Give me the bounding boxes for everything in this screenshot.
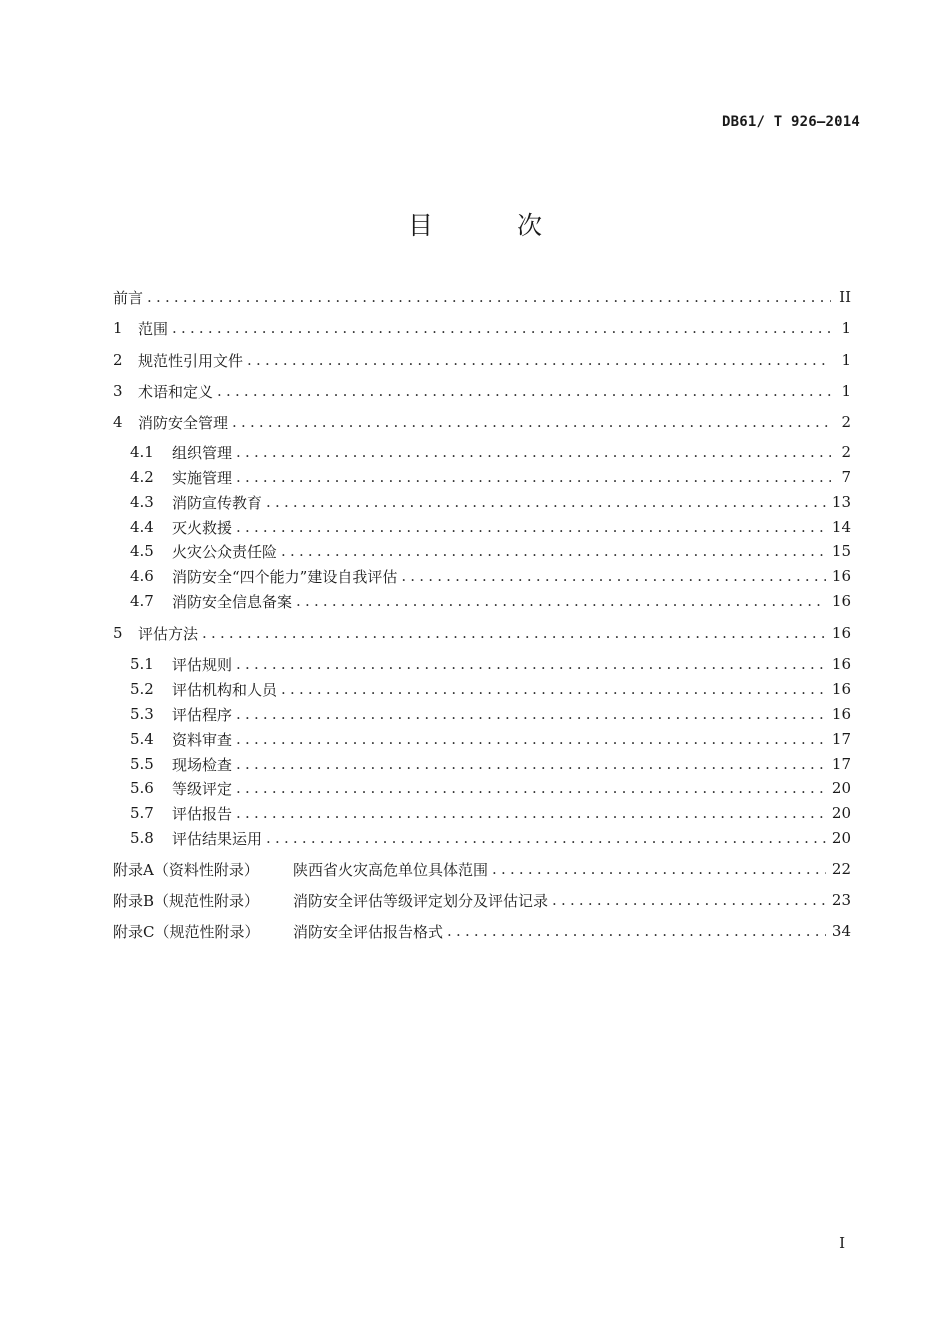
toc-leader-dots (492, 858, 826, 880)
toc-entry-number: 5.1 (130, 655, 154, 673)
toc-entry-4-5[interactable] (130, 540, 851, 562)
toc-entry-number: 4.1 (130, 443, 154, 461)
toc-leader-dots (296, 590, 826, 612)
toc-entry-number: 5.4 (130, 730, 154, 748)
toc-entry-page: 20 (831, 804, 851, 822)
toc-entry-number: 4.4 (130, 518, 154, 536)
toc-leader-dots (217, 380, 831, 402)
toc-leader-dots (236, 653, 826, 675)
toc-leader-dots (236, 728, 826, 750)
toc-leader-dots (236, 703, 826, 725)
toc-leader-dots (236, 802, 826, 824)
toc-entry-page: 1 (841, 351, 851, 369)
toc-leader-dots (401, 565, 826, 587)
toc-entry-page: 17 (831, 755, 851, 773)
toc-leader-dots (281, 678, 826, 700)
toc-entry-number: 5.3 (130, 705, 154, 723)
toc-entry-page: 15 (831, 542, 851, 560)
toc-entry-number: 5.5 (130, 755, 154, 773)
toc-entry-label: 术语和定义 (138, 382, 214, 401)
toc-entry-page: 7 (841, 468, 851, 486)
toc-leader-dots (236, 466, 831, 488)
toc-entry-number: 4.7 (130, 592, 154, 610)
toc-leader-dots (232, 411, 831, 433)
toc-leader-dots (202, 622, 826, 644)
toc-leader-dots (247, 349, 831, 371)
toc-leader-dots (281, 540, 826, 562)
toc-entry-5-8[interactable] (130, 827, 851, 849)
toc-entry-label: 评估规则 (172, 655, 233, 674)
toc-entry-5-3[interactable] (130, 703, 851, 725)
toc-entry-foreword[interactable] (113, 286, 851, 308)
toc-entry-4-7[interactable] (130, 590, 851, 612)
toc-entry-number: 5.8 (130, 829, 154, 847)
toc-entry-label: 范围 (138, 319, 169, 338)
toc-entry-label: 评估方法 (138, 624, 199, 643)
toc-entry-label: 灭火救援 (172, 518, 233, 537)
toc-entry-label: 评估结果运用 (172, 829, 263, 848)
toc-entry-page: II (839, 288, 851, 306)
toc-entry-label: 等级评定 (172, 779, 233, 798)
toc-entry-4[interactable] (113, 411, 851, 433)
toc-leader-dots (266, 491, 826, 513)
toc-entry-page: 16 (831, 567, 851, 585)
toc-entry-label: 评估报告 (172, 804, 233, 823)
toc-entry-label: 前言 (113, 288, 144, 307)
toc-entry-number: 4 (113, 413, 123, 431)
toc-entry-label: 规范性引用文件 (138, 351, 244, 370)
toc-entry-number: 2 (113, 351, 123, 369)
toc-entry-label: 消防安全评估报告格式 (293, 922, 444, 941)
toc-entry-page: 34 (831, 922, 851, 940)
toc-leader-dots (236, 516, 826, 538)
toc-entry-label: 评估程序 (172, 705, 233, 724)
toc-entry-4-1[interactable] (130, 441, 851, 463)
toc-entry-4-6[interactable] (130, 565, 851, 587)
toc-leader-dots (236, 753, 826, 775)
toc-entry-number: 4.5 (130, 542, 154, 560)
toc-entry-5[interactable] (113, 622, 851, 644)
toc-leader-dots (236, 777, 826, 799)
toc-entry-number: 3 (113, 382, 123, 400)
toc-entry-page: 2 (841, 443, 851, 461)
toc-entry-number: 4.2 (130, 468, 154, 486)
toc-entry-number: 5 (113, 624, 123, 642)
toc-leader-dots (266, 827, 826, 849)
toc-entry-label: 实施管理 (172, 468, 233, 487)
toc-title: 目 次 (408, 211, 580, 240)
toc-entry-5-6[interactable] (130, 777, 851, 799)
toc-entry-page: 20 (831, 779, 851, 797)
toc-entry-page: 1 (841, 382, 851, 400)
toc-entry-label: 消防安全“四个能力”建设自我评估 (172, 567, 398, 586)
toc-entry-label: 资料审查 (172, 730, 233, 749)
toc-entry-label: 火灾公众责任险 (172, 542, 278, 561)
toc-entry-appendix-c[interactable] (113, 920, 851, 942)
toc-entry-page: 16 (831, 680, 851, 698)
toc-entry-4-2[interactable] (130, 466, 851, 488)
toc-entry-5-1[interactable] (130, 653, 851, 675)
page-number: I (839, 1234, 845, 1252)
toc-entry-page: 14 (831, 518, 851, 536)
toc-leader-dots (552, 889, 826, 911)
toc-entry-page: 16 (831, 705, 851, 723)
toc-entry-label: 消防安全信息备案 (172, 592, 293, 611)
toc-entry-5-5[interactable] (130, 753, 851, 775)
toc-entry-label: 消防安全管理 (138, 413, 229, 432)
toc-entry-label: 组织管理 (172, 443, 233, 462)
toc-entry-number: 附录B（规范性附录） (113, 891, 260, 910)
toc-entry-2[interactable] (113, 349, 851, 371)
toc-entry-1[interactable] (113, 317, 851, 339)
toc-entry-5-4[interactable] (130, 728, 851, 750)
toc-entry-page: 20 (831, 829, 851, 847)
toc-entry-label: 消防宣传教育 (172, 493, 263, 512)
toc-entry-4-3[interactable] (130, 491, 851, 513)
toc-entry-page: 1 (841, 319, 851, 337)
toc-entry-page: 17 (831, 730, 851, 748)
toc-entry-page: 22 (831, 860, 851, 878)
toc-entry-label: 评估机构和人员 (172, 680, 278, 699)
toc-entry-number: 附录A（资料性附录） (113, 860, 259, 879)
toc-entry-page: 16 (831, 655, 851, 673)
toc-entry-5-7[interactable] (130, 802, 851, 824)
toc-entry-number: 5.2 (130, 680, 154, 698)
toc-entry-5-2[interactable] (130, 678, 851, 700)
toc-leader-dots (447, 920, 826, 942)
toc-entry-number: 4.3 (130, 493, 154, 511)
toc-leader-dots (172, 317, 831, 339)
toc-entry-page: 16 (831, 624, 851, 642)
toc-entry-4-4[interactable] (130, 516, 851, 538)
toc-entry-label: 陕西省火灾高危单位具体范围 (293, 860, 489, 879)
toc-entry-number: 4.6 (130, 567, 154, 585)
toc-entry-number: 5.7 (130, 804, 154, 822)
toc-entry-3[interactable] (113, 380, 851, 402)
toc-entry-number: 附录C（规范性附录） (113, 922, 260, 941)
toc-entry-label: 现场检查 (172, 755, 233, 774)
toc-leader-dots (236, 441, 831, 463)
toc-entry-appendix-a[interactable] (113, 858, 851, 880)
toc-entry-page: 13 (831, 493, 851, 511)
toc-leader-dots (147, 286, 831, 308)
standard-code: DB61/ T 926—2014 (721, 114, 860, 130)
toc-entry-page: 16 (831, 592, 851, 610)
toc-entry-page: 2 (841, 413, 851, 431)
toc-entry-number: 1 (113, 319, 123, 337)
toc-entry-label: 消防安全评估等级评定划分及评估记录 (293, 891, 549, 910)
toc-entry-page: 23 (831, 891, 851, 909)
toc-entry-appendix-b[interactable] (113, 889, 851, 911)
toc-entry-number: 5.6 (130, 779, 154, 797)
